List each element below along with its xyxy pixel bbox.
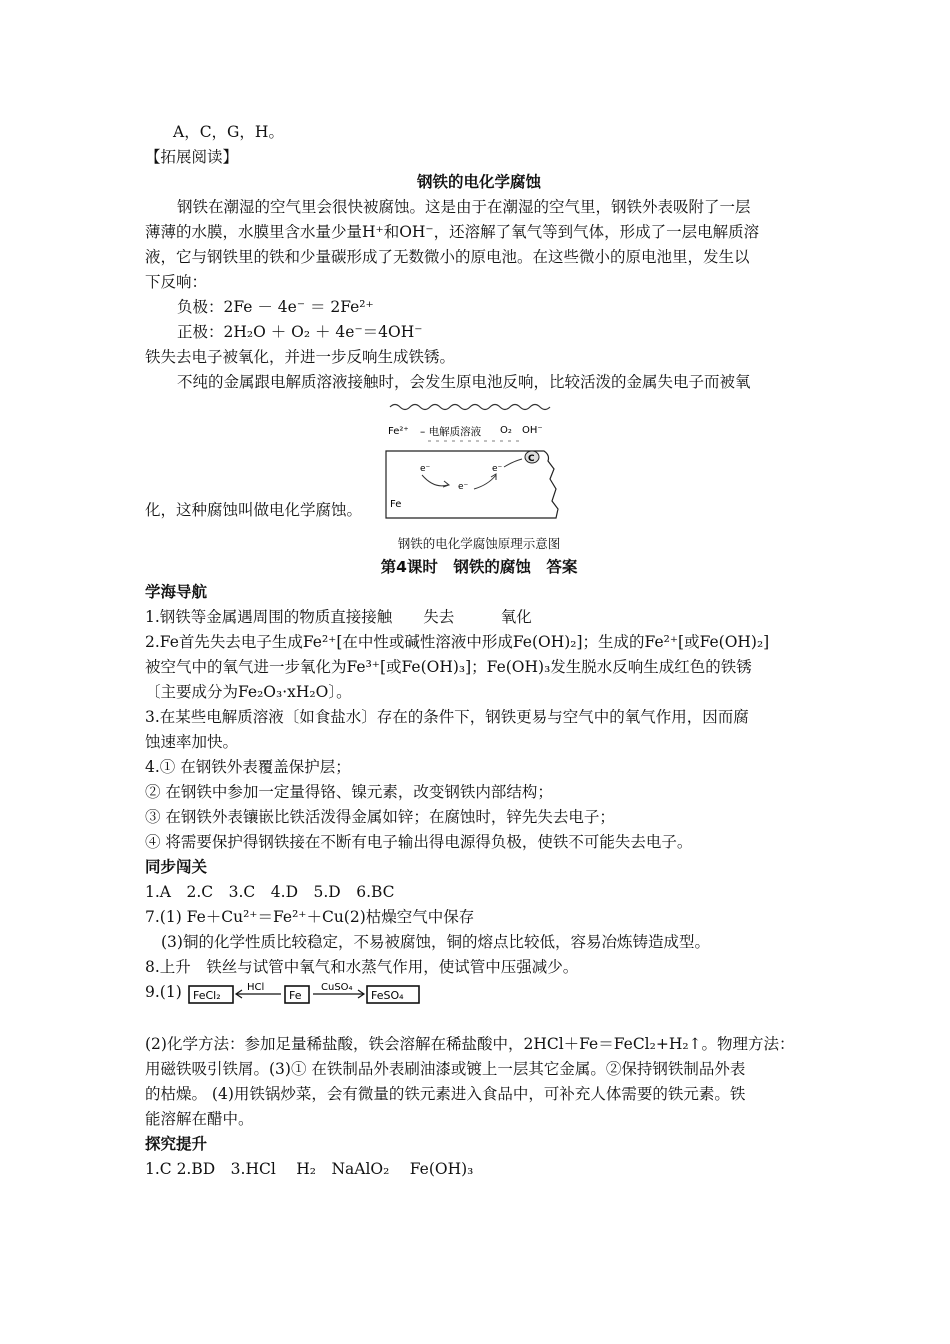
section-tag: 【拓展阅读】	[145, 148, 239, 166]
answers-title: 第4课时 钢铁的腐蚀 答案	[380, 558, 578, 576]
feso4-label: FeSO₄	[370, 989, 404, 1002]
reaction-scheme	[187, 980, 427, 1006]
diagram-row	[145, 397, 813, 523]
electron-path-arrow	[474, 475, 496, 489]
answer-line: A，C，G，H。	[173, 123, 284, 141]
answer-line: (2)化学方法：参加足量稀盐酸，铁会溶解在稀盐酸中，2HCl＋Fe＝FeCl₂+H₂↑。物理方法：	[145, 1035, 795, 1053]
figure-caption: 钢铁的电化学腐蚀原理示意图	[397, 536, 561, 551]
answer-line: 8.上升 铁丝与试管中氧气和水蒸气作用，使试管中压强减少。	[145, 958, 579, 976]
q9-label: 9.(1)	[145, 983, 182, 1001]
positive-electrode-equation: 正极：2H₂O ＋ O₂ ＋ 4e⁻＝4OH⁻	[177, 323, 423, 341]
o2-label: O₂	[500, 425, 512, 436]
negative-electrode-equation: 负极：2Fe － 4e⁻ ＝ 2Fe²⁺	[177, 298, 374, 316]
fe-label: Fe	[288, 989, 302, 1002]
paragraph-line: 钢铁在潮湿的空气里会很快被腐蚀。这是由于在潮湿的空气里，钢铁外表吸附了一层	[177, 198, 751, 216]
answer-line: 7.(1) Fe＋Cu²⁺＝Fe²⁺＋Cu(2)枯燥空气中保存	[145, 908, 475, 926]
answer-line: 3.在某些电解质溶液〔如食盐水〕存在的条件下，钢铁更易与空气中的氧气作用，因而腐	[145, 708, 749, 726]
electron-label: e⁻	[492, 464, 503, 474]
answer-line: 能溶解在醋中。	[145, 1110, 254, 1128]
fe-ion-label: Fe²⁺	[388, 426, 409, 437]
iron-label: Fe	[390, 499, 402, 510]
answer-line: ③ 在钢铁外表镶嵌比铁活泼得金属如锌；在腐蚀时，锌先失去电子；	[145, 808, 615, 826]
electrolyte-label: – 电解质溶液	[420, 426, 482, 438]
paragraph-line: 不纯的金属跟电解质溶液接触时，会发生原电池反响，比较活泼的金属失电子而被氧	[177, 373, 751, 391]
section-heading: 学海导航	[145, 583, 208, 601]
paragraph-line: 下反响：	[145, 273, 208, 291]
answer-line: 1.A 2.C 3.C 4.D 5.D 6.BC	[145, 883, 395, 901]
q9-line	[145, 980, 813, 1010]
answer-line: 1.C 2.BD 3.HCl H₂ NaAlO₂ Fe(OH)₃	[145, 1160, 474, 1178]
answer-line: 2.Fe首先失去电子生成Fe²⁺[在中性或碱性溶液中形成Fe(OH)₂]；生成的Fe²⁺[或Fe(OH)₂]	[145, 633, 770, 651]
paragraph-line: 化，这种腐蚀叫做电化学腐蚀。	[145, 501, 363, 519]
electron-path-arrow	[422, 475, 448, 486]
paragraph-line: 液，它与钢铁里的铁和少量碳形成了无数微小的原电池。在这些微小的原电池里，发生以	[145, 248, 750, 266]
electron-label: e⁻	[420, 464, 431, 474]
answer-line: 蚀速率加快。	[145, 733, 239, 751]
answer-line: ② 在钢铁中参加一定量得铬、镍元素，改变钢铁内部结构；	[145, 783, 553, 801]
water-surface-wave	[390, 405, 550, 410]
answer-line: ④ 将需要保护得钢铁接在不断有电子输出得电源得负极，使铁不可能失去电子。	[145, 833, 693, 851]
reading-title: 钢铁的电化学腐蚀	[416, 173, 541, 191]
paragraph-line: 铁失去电子被氧化，并进一步反响生成铁锈。	[145, 348, 456, 366]
answer-line: 1.钢铁等金属遇周围的物质直接接触 失去 氧化	[145, 608, 532, 626]
section-heading: 探究提升	[145, 1135, 208, 1153]
answer-line: 4.① 在钢铁外表覆盖保护层；	[145, 758, 351, 776]
answer-line: 用磁铁吸引铁屑。(3)① 在铁制品外表刷油漆或镀上一层其它金属。②保持钢铁制品外表	[145, 1060, 746, 1078]
paragraph-line: 薄薄的水膜，水膜里含水量少量H⁺和OH⁻，还溶解了氧气等到气体，形成了一层电解质溶	[145, 223, 760, 241]
fecl2-label: FeCl₂	[192, 989, 221, 1002]
answer-line: (3)铜的化学性质比较稳定，不易被腐蚀，铜的熔点比较低，容易冶炼铸造成型。	[161, 933, 710, 951]
cuso4-reagent-label: CuSO₄	[320, 982, 353, 993]
corrosion-diagram	[382, 397, 562, 519]
answer-line: 的枯燥。 (4)用铁锅炒菜，会有微量的铁元素进入食品中，可补充人体需要的铁元素。铁	[145, 1085, 746, 1103]
hcl-reagent-label: HCl	[246, 982, 264, 993]
answer-line: 〔主要成分为Fe₂O₃·xH₂O〕。	[145, 683, 352, 701]
electron-path-arrow	[504, 459, 522, 467]
oh-label: OH⁻	[522, 425, 543, 436]
section-heading: 同步闯关	[145, 858, 208, 876]
document-page	[145, 120, 813, 1182]
answer-line: 被空气中的氧气进一步氧化为Fe³⁺[或Fe(OH)₃]；Fe(OH)₃发生脱水反响生成红色的铁锈	[145, 658, 752, 676]
electron-label: e⁻	[458, 482, 469, 492]
carbon-label: C	[528, 454, 535, 464]
